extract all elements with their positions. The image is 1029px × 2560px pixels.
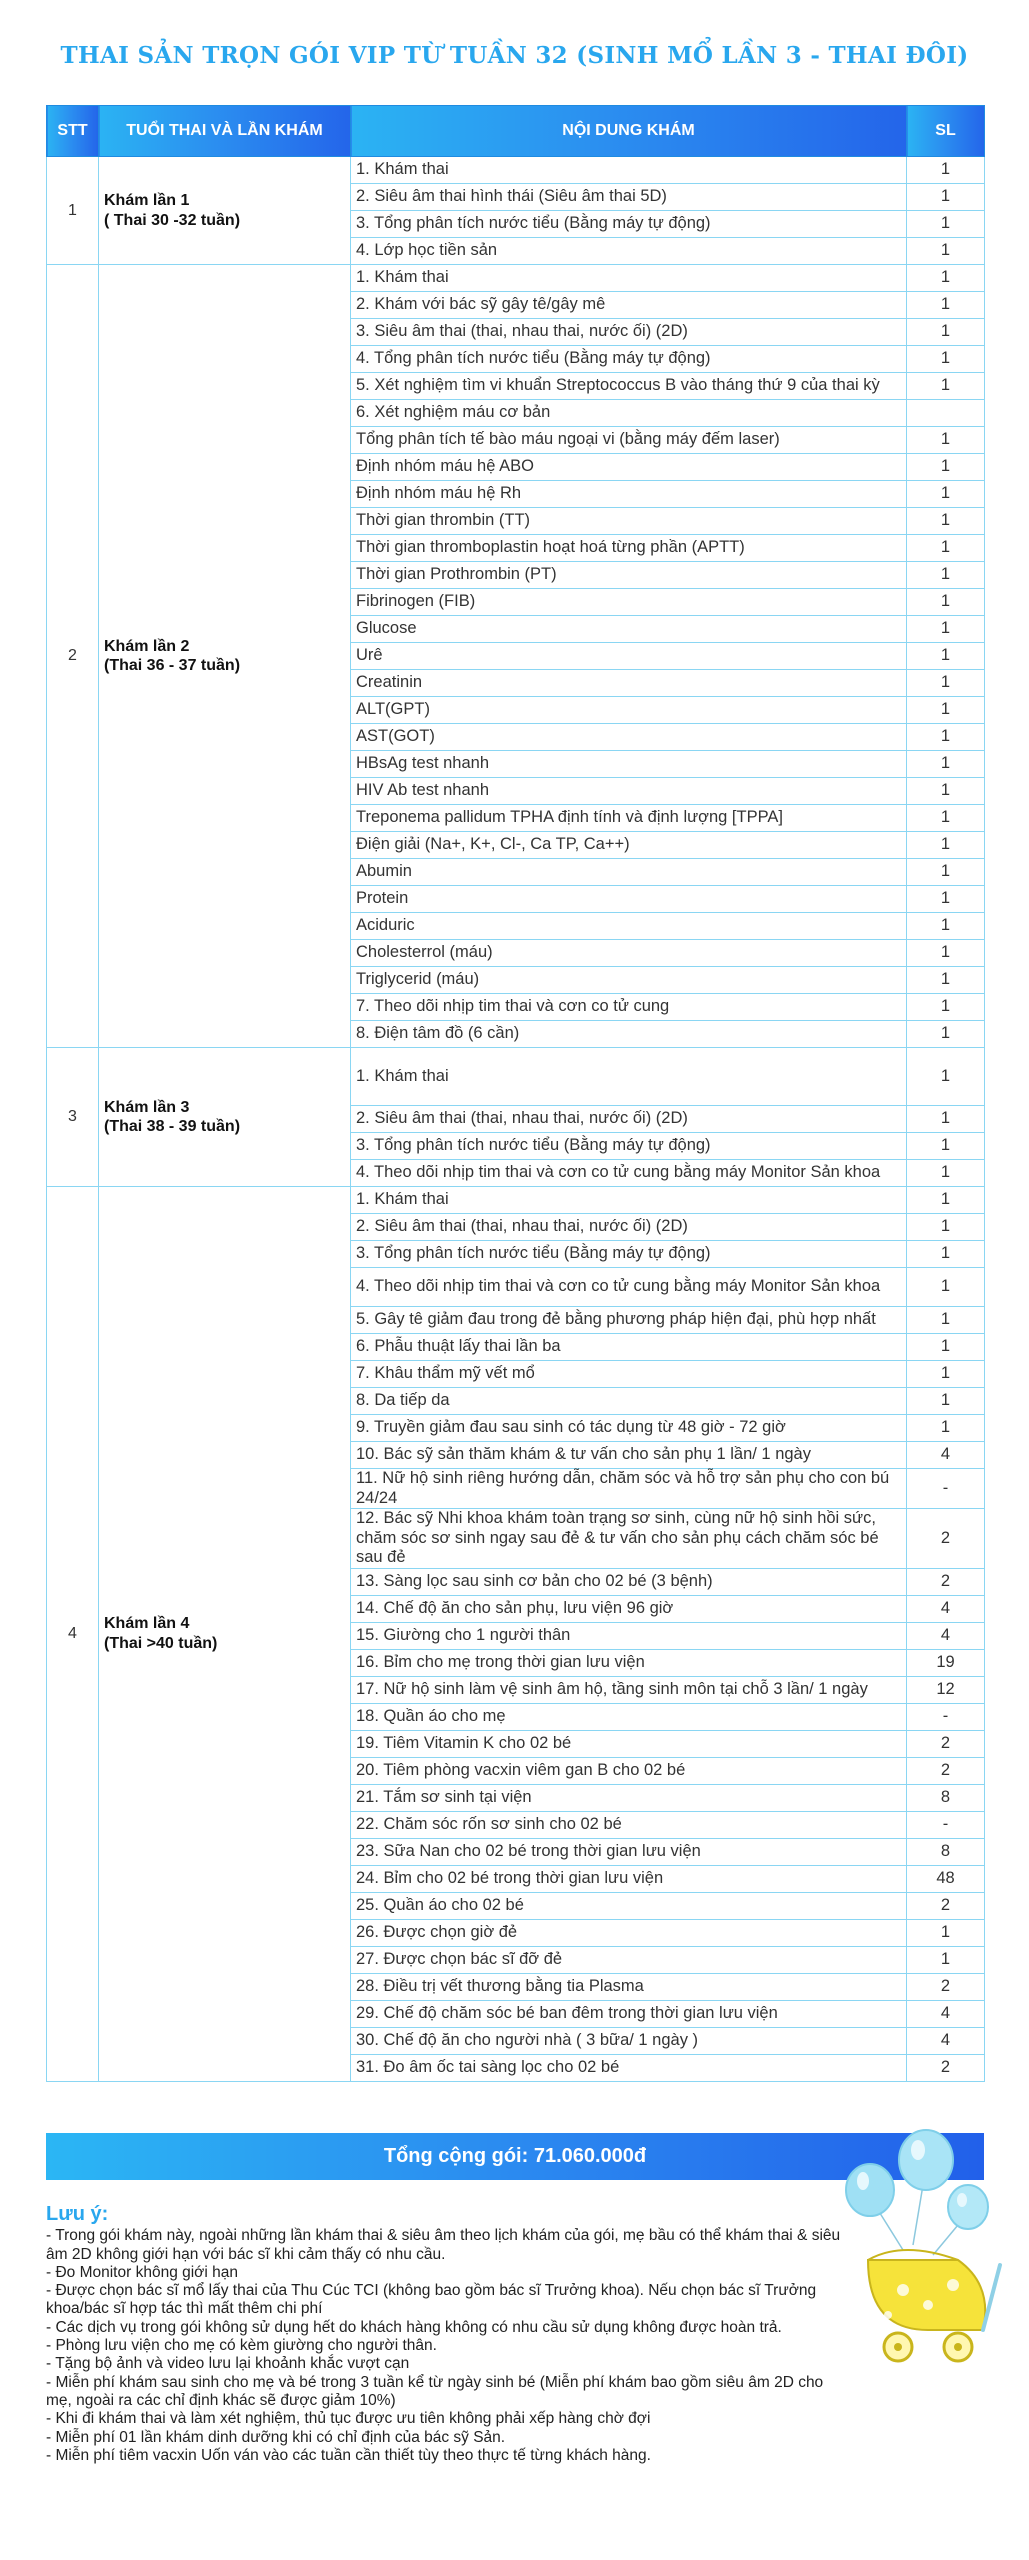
exam-qty: 1 <box>907 1187 985 1214</box>
exam-qty: 1 <box>907 778 985 805</box>
note-item: - Được chọn bác sĩ mổ lấy thai của Thu Cúc TCI (không bao gồm bác sĩ Trưởng khoa). Nếu chọn bác sĩ Trưởng khoa/bác sĩ hợp tác thì mất thêm chi phí <box>46 2282 817 2318</box>
exam-item: Treponema pallidum TPHA định tính và định lượng [TPPA] <box>351 805 907 832</box>
exam-item: Abumin <box>351 859 907 886</box>
exam-item: Thời gian thrombin (TT) <box>351 508 907 535</box>
exam-qty: - <box>907 1811 985 1838</box>
exam-qty: 1 <box>907 1021 985 1048</box>
exam-qty: 1 <box>907 670 985 697</box>
exam-item: ALT(GPT) <box>351 697 907 724</box>
note-item: - Miễn phí khám sau sinh cho mẹ và bé trong 3 tuần kể từ ngày sinh bé (Miễn phí khám bao gồm siêu âm 2D cho mẹ, ngoài ra các chỉ định khác sẽ được giảm 10%) <box>46 2373 824 2409</box>
exam-item: 3. Tổng phân tích nước tiểu (Bằng máy tự động) <box>351 211 907 238</box>
note-item: - Đo Monitor không giới hạn <box>46 2263 238 2281</box>
exam-qty: 1 <box>907 751 985 778</box>
exam-qty <box>907 400 985 427</box>
exam-qty: 1 <box>907 211 985 238</box>
visit-week-range: (Thai 38 - 39 tuần) <box>104 1118 241 1135</box>
exam-qty: 1 <box>907 1307 985 1334</box>
exam-item: 28. Điều trị vết thương bằng tia Plasma <box>351 1973 907 2000</box>
header-qty: SL <box>907 106 985 157</box>
exam-qty: - <box>907 1703 985 1730</box>
exam-qty: 4 <box>907 1595 985 1622</box>
exam-item: 19. Tiêm Vitamin K cho 02 bé <box>351 1730 907 1757</box>
exam-item: 3. Tổng phân tích nước tiểu (Bằng máy tự động) <box>351 1241 907 1268</box>
page-title: THAI SẢN TRỌN GÓI VIP TỪ TUẦN 32 (SINH MỔ LẦN 3 - THAI ĐÔI) <box>60 42 969 69</box>
exam-qty: 1 <box>907 1919 985 1946</box>
exam-item: Fibrinogen (FIB) <box>351 589 907 616</box>
baby-stroller-icon <box>808 2115 1008 2365</box>
visit-cell <box>99 1187 351 2082</box>
row-stt: 3 <box>47 1048 99 1187</box>
exam-item: 7. Theo dõi nhịp tim thai và cơn co tử cung <box>351 994 907 1021</box>
exam-qty: 4 <box>907 2000 985 2027</box>
exam-qty: 1 <box>907 697 985 724</box>
exam-qty: 1 <box>907 1048 985 1106</box>
exam-qty: 1 <box>907 1133 985 1160</box>
exam-item: 1. Khám thai <box>351 157 907 184</box>
exam-item: 25. Quần áo cho 02 bé <box>351 1892 907 1919</box>
table-row <box>47 265 985 292</box>
exam-qty: 1 <box>907 994 985 1021</box>
exam-qty: 1 <box>907 508 985 535</box>
row-stt: 4 <box>47 1187 99 2082</box>
visit-week-range: (Thai 36 - 37 tuần) <box>104 657 241 674</box>
exam-qty: 1 <box>907 346 985 373</box>
exam-qty: 8 <box>907 1784 985 1811</box>
visit-label: Khám lần 2 <box>104 637 190 655</box>
exam-qty: 1 <box>907 1415 985 1442</box>
exam-qty: 2 <box>907 1757 985 1784</box>
exam-item: Triglycerid (máu) <box>351 967 907 994</box>
exam-item: 23. Sữa Nan cho 02 bé trong thời gian lưu viện <box>351 1838 907 1865</box>
exam-item: Tổng phân tích tế bào máu ngoại vi (bằng máy đếm laser) <box>351 427 907 454</box>
exam-qty: 2 <box>907 1568 985 1595</box>
exam-item: 7. Khâu thẩm mỹ vết mổ <box>351 1361 907 1388</box>
exam-qty: 1 <box>907 157 985 184</box>
exam-item: Urê <box>351 643 907 670</box>
table-body <box>47 157 985 2082</box>
exam-qty: 1 <box>907 1106 985 1133</box>
visit-cell <box>99 157 351 265</box>
exam-item: Glucose <box>351 616 907 643</box>
exam-item: 1. Khám thai <box>351 1048 907 1106</box>
notes-section <box>46 2205 846 2465</box>
exam-item: 27. Được chọn bác sĩ đỡ đẻ <box>351 1946 907 1973</box>
exam-item: 8. Da tiếp da <box>351 1388 907 1415</box>
note-item: - Miễn phí 01 lần khám dinh dưỡng khi có chỉ định của bác sỹ Sản. <box>46 2428 506 2446</box>
exam-qty: 1 <box>907 1361 985 1388</box>
notes-list <box>46 2227 846 2465</box>
table-row <box>47 157 985 184</box>
exam-item: 20. Tiêm phòng vacxin viêm gan B cho 02 bé <box>351 1757 907 1784</box>
exam-item: Định nhóm máu hệ Rh <box>351 481 907 508</box>
exam-item: 2. Siêu âm thai hình thái (Siêu âm thai 5D) <box>351 184 907 211</box>
exam-qty: 19 <box>907 1649 985 1676</box>
exam-qty: 1 <box>907 1268 985 1307</box>
row-stt: 1 <box>47 157 99 265</box>
exam-item: AST(GOT) <box>351 724 907 751</box>
exam-item: 18. Quần áo cho mẹ <box>351 1703 907 1730</box>
exam-qty: 48 <box>907 1865 985 1892</box>
note-item: - Miễn phí tiêm vacxin Uốn ván vào các tuần cần thiết tùy theo thực tế từng khách hàng. <box>46 2446 651 2464</box>
exam-item: Điện giải (Na+, K+, Cl-, Ca TP, Ca++) <box>351 832 907 859</box>
exam-qty: - <box>907 1469 985 1509</box>
package-table <box>46 105 985 2082</box>
exam-qty: 1 <box>907 1241 985 1268</box>
exam-item: 24. Bỉm cho 02 bé trong thời gian lưu viện <box>351 1865 907 1892</box>
exam-qty: 1 <box>907 238 985 265</box>
note-item: - Tặng bộ ảnh và video lưu lại khoảnh khắc vượt cạn <box>46 2355 410 2373</box>
exam-qty: 1 <box>907 427 985 454</box>
exam-qty: 1 <box>907 832 985 859</box>
exam-item: Thời gian Prothrombin (PT) <box>351 562 907 589</box>
exam-qty: 1 <box>907 1160 985 1187</box>
package-total: Tổng cộng gói: 71.060.000đ <box>46 2133 984 2180</box>
exam-item: 4. Theo dõi nhịp tim thai và cơn co tử cung bằng máy Monitor Sản khoa <box>351 1268 907 1307</box>
exam-item: 3. Siêu âm thai (thai, nhau thai, nước ối) (2D) <box>351 319 907 346</box>
exam-qty: 2 <box>907 2054 985 2081</box>
exam-qty: 1 <box>907 589 985 616</box>
balloon-icon <box>846 2130 988 2255</box>
exam-qty: 1 <box>907 1946 985 1973</box>
exam-qty: 2 <box>907 1509 985 1569</box>
visit-cell <box>99 265 351 1048</box>
exam-item: 1. Khám thai <box>351 265 907 292</box>
table-header-row <box>47 106 985 157</box>
note-item: - Trong gói khám này, ngoài những lần khám thai & siêu âm theo lịch khám của gói, mẹ bầu có thể khám thai & siêu âm 2D không giới hạn với bác sĩ khi cảm thấy có nhu cầu. <box>46 2227 841 2263</box>
exam-item: Protein <box>351 886 907 913</box>
exam-item: 10. Bác sỹ sản thăm khám & tư vấn cho sản phụ 1 lần/ 1 ngày <box>351 1442 907 1469</box>
exam-item: 2. Siêu âm thai (thai, nhau thai, nước ối) (2D) <box>351 1106 907 1133</box>
note-item: - Các dịch vụ trong gói không sử dụng hết do khách hàng không có nhu cầu sử dụng không được hoàn trả. <box>46 2318 782 2336</box>
exam-qty: 1 <box>907 1388 985 1415</box>
exam-item: 2. Khám với bác sỹ gây tê/gây mê <box>351 292 907 319</box>
exam-qty: 1 <box>907 535 985 562</box>
exam-qty: 8 <box>907 1838 985 1865</box>
exam-item: 12. Bác sỹ Nhi khoa khám toàn trạng sơ sinh, cùng nữ hộ sinh hồi sức, chăm sóc sơ sinh ngay sau đẻ & tư vấn cho sản phụ cách chăm sóc bé sau đẻ <box>351 1509 907 1569</box>
exam-item: 1. Khám thai <box>351 1187 907 1214</box>
exam-item: 2. Siêu âm thai (thai, nhau thai, nước ối) (2D) <box>351 1214 907 1241</box>
exam-item: Cholesterrol (máu) <box>351 940 907 967</box>
exam-qty: 1 <box>907 643 985 670</box>
exam-qty: 1 <box>907 886 985 913</box>
exam-qty: 1 <box>907 1214 985 1241</box>
exam-item: 6. Phẫu thuật lấy thai lần ba <box>351 1334 907 1361</box>
table-row <box>47 1048 985 1106</box>
header-visit: TUỔI THAI VÀ LẦN KHÁM <box>99 106 351 157</box>
exam-qty: 2 <box>907 1892 985 1919</box>
exam-qty: 1 <box>907 265 985 292</box>
visit-week-range: (Thai >40 tuần) <box>104 1634 218 1652</box>
exam-qty: 1 <box>907 319 985 346</box>
exam-qty: 1 <box>907 724 985 751</box>
note-item: - Khi đi khám thai và làm xét nghiệm, thủ tục được ưu tiên không phải xếp hàng chờ đợi <box>46 2410 651 2428</box>
exam-item: 11. Nữ hộ sinh riêng hướng dẫn, chăm sóc và hỗ trợ sản phụ cho con bú 24/24 <box>351 1469 907 1509</box>
exam-item: 6. Xét nghiệm máu cơ bản <box>351 400 907 427</box>
exam-item: 4. Theo dõi nhịp tim thai và cơn co tử cung bằng máy Monitor Sản khoa <box>351 1160 907 1187</box>
visit-label: Khám lần 1 <box>104 192 190 209</box>
exam-item: HIV Ab test nhanh <box>351 778 907 805</box>
exam-qty: 1 <box>907 940 985 967</box>
exam-item: 8. Điện tâm đồ (6 cần) <box>351 1021 907 1048</box>
exam-item: 29. Chế độ chăm sóc bé ban đêm trong thời gian lưu viện <box>351 2000 907 2027</box>
exam-item: 9. Truyền giảm đau sau sinh có tác dụng từ 48 giờ - 72 giờ <box>351 1415 907 1442</box>
visit-cell <box>99 1048 351 1187</box>
exam-qty: 1 <box>907 292 985 319</box>
exam-qty: 1 <box>907 616 985 643</box>
header-stt: STT <box>47 106 99 157</box>
exam-item: 5. Gây tê giảm đau trong đẻ bằng phương pháp hiện đại, phù hợp nhất <box>351 1307 907 1334</box>
exam-item: 4. Lớp học tiền sản <box>351 238 907 265</box>
exam-qty: 1 <box>907 373 985 400</box>
exam-item: 26. Được chọn giờ đẻ <box>351 1919 907 1946</box>
exam-item: 31. Đo âm ốc tai sàng lọc cho 02 bé <box>351 2054 907 2081</box>
exam-qty: 12 <box>907 1676 985 1703</box>
exam-item: 17. Nữ hộ sinh làm vệ sinh âm hộ, tầng sinh môn tại chỗ 3 lần/ 1 ngày <box>351 1676 907 1703</box>
exam-item: Thời gian thromboplastin hoạt hoá từng phần (APTT) <box>351 535 907 562</box>
exam-item: 5. Xét nghiệm tìm vi khuẩn Streptococcus B vào tháng thứ 9 của thai kỳ <box>351 373 907 400</box>
exam-item: 3. Tổng phân tích nước tiểu (Bằng máy tự động) <box>351 1133 907 1160</box>
exam-qty: 1 <box>907 481 985 508</box>
notes-title: Lưu ý: <box>46 2203 109 2225</box>
exam-item: Aciduric <box>351 913 907 940</box>
table-row <box>47 1187 985 1214</box>
exam-item: Định nhóm máu hệ ABO <box>351 454 907 481</box>
exam-qty: 4 <box>907 2027 985 2054</box>
note-item: - Phòng lưu viện cho mẹ có kèm giường cho người thân. <box>46 2337 437 2355</box>
exam-item: 14. Chế độ ăn cho sản phụ, lưu viện 96 giờ <box>351 1595 907 1622</box>
exam-qty: 1 <box>907 562 985 589</box>
exam-item: 4. Tổng phân tích nước tiểu (Bằng máy tự động) <box>351 346 907 373</box>
exam-item: 13. Sàng lọc sau sinh cơ bản cho 02 bé (3 bệnh) <box>351 1568 907 1595</box>
exam-item: HBsAg test nhanh <box>351 751 907 778</box>
exam-qty: 1 <box>907 454 985 481</box>
exam-item: 22. Chăm sóc rốn sơ sinh cho 02 bé <box>351 1811 907 1838</box>
exam-item: 15. Giường cho 1 người thân <box>351 1622 907 1649</box>
exam-qty: 1 <box>907 805 985 832</box>
exam-qty: 2 <box>907 1730 985 1757</box>
exam-qty: 2 <box>907 1973 985 2000</box>
exam-qty: 1 <box>907 1334 985 1361</box>
row-stt: 2 <box>47 265 99 1048</box>
exam-item: 21. Tắm sơ sinh tại viện <box>351 1784 907 1811</box>
exam-qty: 1 <box>907 859 985 886</box>
exam-item: 16. Bỉm cho mẹ trong thời gian lưu viện <box>351 1649 907 1676</box>
visit-week-range: ( Thai 30 -32 tuần) <box>104 211 241 229</box>
header-content: NỘI DUNG KHÁM <box>351 106 907 157</box>
exam-item: Creatinin <box>351 670 907 697</box>
exam-qty: 1 <box>907 967 985 994</box>
exam-qty: 4 <box>907 1622 985 1649</box>
exam-qty: 4 <box>907 1442 985 1469</box>
visit-label: Khám lần 3 <box>104 1098 190 1116</box>
exam-qty: 1 <box>907 184 985 211</box>
exam-item: 30. Chế độ ăn cho người nhà ( 3 bữa/ 1 ngày ) <box>351 2027 907 2054</box>
visit-label: Khám lần 4 <box>104 1615 190 1633</box>
exam-qty: 1 <box>907 913 985 940</box>
